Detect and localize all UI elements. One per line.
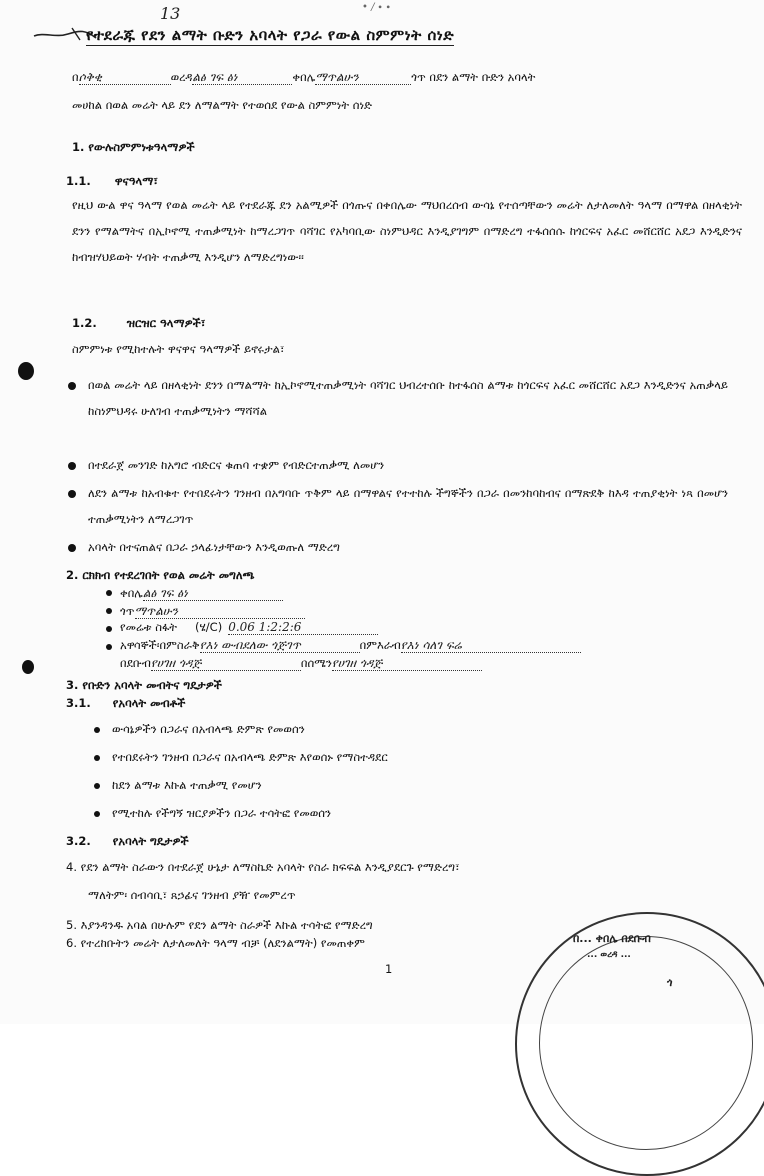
section-1-1-heading: 1.1. ዋናዓላማ፣ — [66, 174, 159, 188]
bullet-icon — [94, 783, 100, 789]
section-1-heading: 1. የውሉስምምነቱዓላማዎች — [72, 140, 195, 154]
bullet-icon — [68, 462, 76, 470]
land-area-row: የመሬቱ ስፋት (ሄ/C) 0.06 1:2:2:6 — [120, 620, 378, 635]
main-goal-paragraph: የዚህ ውል ዋና ዓላማ የወል መሬት ላይ የተደራጁ ደን አልሚዎች በጎጡና በቀበሌው ማህበረሰብ ውሳኔ የተሰጣቸውን መሬት ለታለመለት ዓላማ በማዋል በዘላቂነት ደንን የማልማትና በኢኮኖሚ ተጠቃሚነት ከማረጋገጥ ባሻገር የአካባቢው ስነምህዳር እንዲያገግም በማድረግ ተፋሰሰሱ ከጎርፍና አፈር መሸርሸር አደጋ እንዲድንና ከብዝሃህይወት ሃብት ተጠቃሚ እንዲሆን ለማድረግነው፡፡ — [72, 198, 742, 264]
bullet-icon — [94, 755, 100, 761]
bullet-icon — [106, 626, 112, 632]
section-3-heading: 3. የቡድን አባላት መብትና ግዴታዎች — [66, 678, 222, 692]
bullet-icon — [68, 544, 76, 552]
section-3-2-heading: 3.2. የአባላት ግዴታዎች — [66, 834, 189, 848]
boundary-east-north-row: አዋሳኞች፡በምስራቅየእነ ውብደለው ጎጅገጥ በምእራብየእነ ሳለገ ፍሬ — [120, 638, 581, 653]
specific-goal-4: አባላት በተናጠልና በጋራ ኃላፊነታቸውን እንዲወጡለ ማድረግ — [88, 540, 340, 554]
section-6: 6. የተረከቡትን መሬት ለታለመለት ዓላማ ብቻ (ለደንልማት) የመጠቀም — [66, 936, 365, 950]
intro-line-2: መሀከል በወል መሬት ላይ ደን ለማልማት የተወሰደ የውል ስምምነት ሰነድ — [72, 98, 373, 112]
official-stamp: በ... ቀበሌ በደቡብ ... ወረዳ ... ጎ — [515, 912, 764, 1176]
land-kebele-row: ቀበሌልፅ ገፍ ፅነ — [120, 586, 283, 601]
section-5: 5. እያንዳንዱ አባል በሁሉም የደን ልማት ስራዎች እኩል ተሳትፎ የማድረግ — [66, 918, 373, 932]
ink-blot — [22, 660, 34, 674]
land-got-row: ጎጥማጥልሁን — [120, 604, 305, 619]
specific-goal-2: በተደራጀ መንገድ ከአግሮ ብድርና ቁጠባ ተቋም የብድርተጠቃሚ ለመሆን — [88, 458, 385, 472]
bullet-icon — [106, 644, 112, 650]
section-2-heading: 2. ርክክብ የተደረገበት የወል መሬት መግለጫ — [66, 568, 255, 582]
filled-kebele-1: ሶቅቂ — [79, 70, 171, 85]
section-3-1-heading: 3.1. የአባላት መብቶች — [66, 696, 186, 710]
right-item-4: የሚተከሉ የችግኝ ዝርያዎችን በጋራ ተሳትፎ የመወሰን — [112, 806, 332, 820]
section-1-2-intro: ስምምነቱ የሚከተሉት ዋናዋና ዓላማዎች ይኖሩታል፣ — [72, 342, 285, 356]
right-item-1: ውሳኔዎችን በጋራና በአብላጫ ድምጽ የመወሰን — [112, 722, 305, 736]
right-item-2: የተበደሩትን ገንዘብ በጋራና በአብላጫ ድምጽ እየወሰኑ የማስተዳደር — [112, 750, 388, 764]
ink-blot — [18, 362, 34, 380]
filled-kebele-2: ማጥልሁን — [315, 70, 411, 85]
specific-goal-1: በወል መሬት ላይ በዘላቂነት ደንን በማልማት ከኢኮኖሚተጠቃሚነት ባሻገር ህብረተሰቡ ከተፋሰስ ልማቱ ከጎርፍና አፈር መሸርሸር አደጋ እንዲድንና አጠቃላይ ከስነምህዳሩ ሁለገብ ተጠቃሚነትን ማሻሻል — [88, 378, 728, 418]
specific-goal-3: ለደን ልማቱ ከአብቁተ የተበደሩትን ገንዘብ በአግባቡ ጥቅም ላይ በማዋልና የተተከሉ ችግኞችን በጋራ በመንከባከብና በማጽደቅ ከእዳ ተጠያቂነት ነጻ በመሆን ተጠቃሚነትን ለማረጋገጥ — [88, 486, 728, 526]
handwritten-page-number: 13 — [160, 4, 181, 23]
bullet-icon — [94, 727, 100, 733]
section-1-2-heading: 1.2. ዝርዝር ዓላማዎች፣ — [72, 316, 206, 330]
bullet-icon — [68, 382, 76, 390]
page-number: 1 — [385, 962, 393, 976]
bullet-icon — [106, 608, 112, 614]
document-title: የተደራጁ የደን ልማት ቡድን አባላት የጋራ የውል ስምምነት ሰነድ — [86, 26, 455, 44]
intro-line-1: በሶቅቂ ወረዳልፅ ገፍ ፅነ ቀበሌማጥልሁን ጎጥ በደን ልማት ቡድን አባላት — [72, 70, 536, 84]
right-item-3: ከደን ልማቱ እኩል ተጠቃሚ የመሆን — [112, 778, 262, 792]
boundary-south-west-row: በደቡብየሀገዘ ጎዳጅ በሰሜንየሀገዘ ጎዳጅ — [120, 656, 482, 671]
bullet-icon — [94, 811, 100, 817]
section-4-line-2: ማለትም፡ ሰብሳቢ፣ ጸኃፊና ገንዘብ ያዥ የመምረጥ — [88, 888, 296, 902]
bullet-icon — [106, 590, 112, 596]
bullet-icon — [68, 490, 76, 498]
filled-woreda: ልፅ ገፍ ፅነ — [192, 70, 292, 85]
faint-marks: • / ∙ ∙ — [362, 2, 391, 13]
section-4-line-1: 4. የደን ልማት ስራውን በተደራጀ ሁኔታ ለማስኬድ አባላት የስራ ክፍፍል እንዲያደርጉ የማድረግ፣ — [66, 860, 460, 874]
